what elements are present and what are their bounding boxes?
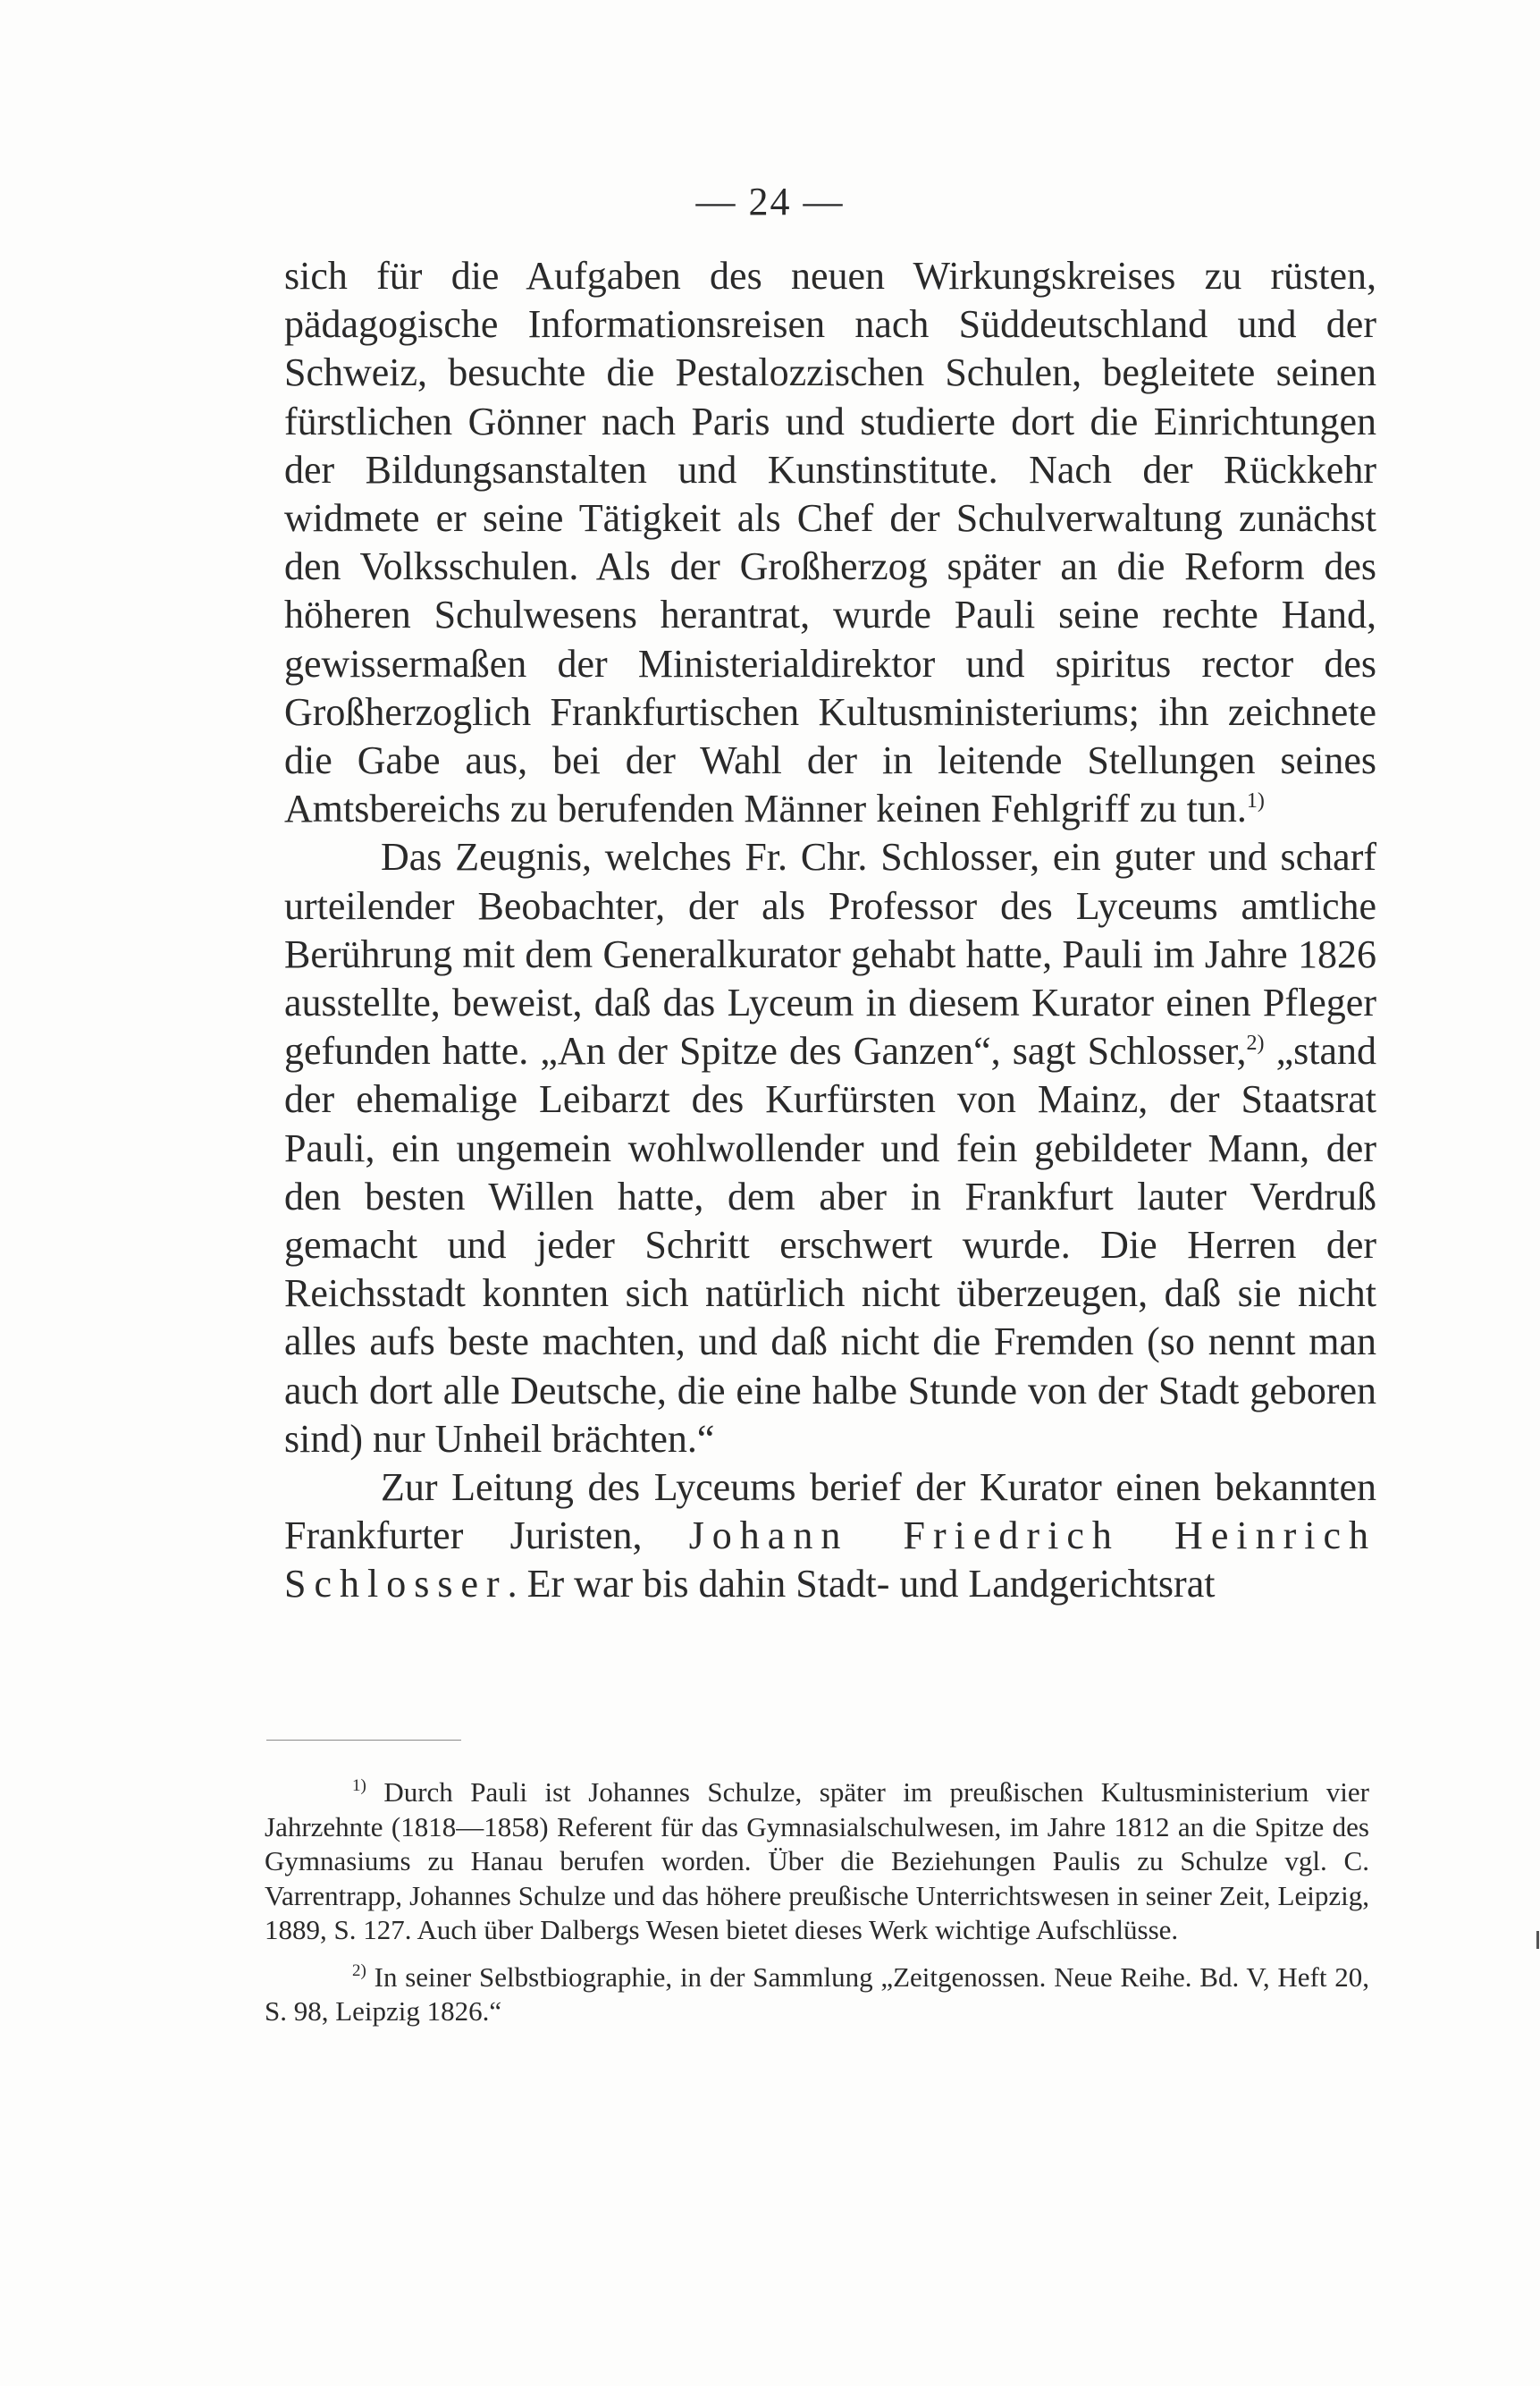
footnote-2-marker: 2) (352, 1960, 366, 1980)
paragraph-3-text-before: Zur Leitung des Lyceums berief der Kurator einen bekannten Frankfurter Juristen, (284, 1465, 1376, 1558)
paragraph-1-text: sich für die Aufgaben des neuen Wirkungskreises zu rüsten, pädagogische Informationsreisen nach Süddeutschland und der Schweiz, besuchte die Pestalozzischen Schulen, begleitete seinen fürstlichen Gönner nach Paris und studierte dort die Einrichtungen der Bildungsanstalten und Kunstinstitute. Nach der Rückkehr widmete er seine Tätigkeit als Chef der Schulverwaltung zunächst den Volksschulen. Als der Großherzog später an die Reform des höheren Schulwesens herantrat, wurde Pauli seine rechte Hand, gewissermaßen der Ministerialdirektor und spiritus rector des Großherzoglich Frankfurtischen Kultusministeriums; ihn zeichnete die Gabe aus, bei der Wahl der in leitende Stellungen seines Amtsbereichs zu berufenden Männer keinen Fehlgriff zu tun. (284, 254, 1376, 831)
scan-edge-mark (1536, 1931, 1539, 1949)
footnote-1-marker: 1) (352, 1776, 366, 1795)
footnote-1 (265, 1775, 1369, 1948)
paragraph-1 (284, 252, 1376, 833)
footnote-2-text: In seiner Selbstbiographie, in der Sammlung „Zeitgenossen. Neue Reihe. Bd. V, Heft 20, S. 98, Leipzig 1826.“ (265, 1960, 1369, 2027)
paragraph-2-text-after: „stand der ehemalige Leibarzt des Kurfürsten von Mainz, der Staatsrat Pauli, ein ungemein wohlwollender und fein gebildeter Mann, der den besten Willen hatte, dem aber in Frankfurt lauter Verdruß gemacht und jeder Schritt erschwert wurde. Die Herren der Reichsstadt konnten sich natürlich nicht überzeugen, daß sie nicht alles aufs beste machten, und daß nicht die Fremden (so nennt man auch dort alle Deutsche, die eine halbe Stunde von der Stadt geboren sind) nur Unheil brächten.“ (284, 1029, 1377, 1461)
footnote-divider (266, 1740, 461, 1741)
paragraph-3-text-after: . Er war bis dahin Stadt- und Landgerichtsrat (507, 1562, 1216, 1606)
paragraph-2-text-before: Das Zeugnis, welches Fr. Chr. Schlosser, ein guter und scharf urteilender Beobachter, der als Professor des Lyceums amtliche Berührung mit dem Generalkurator gehabt hatte, Pauli im Jahre 1826 ausstellte, beweist, daß das Lyceum in diesem Kurator einen Pfleger gefunden hatte. „An der Spitze des Ganzen“, sagt Schlosser, (284, 835, 1376, 1074)
paragraph-2 (284, 833, 1376, 1463)
footnote-2 (265, 1960, 1369, 2029)
main-text (284, 252, 1376, 1609)
page-number: — 24 — (695, 180, 845, 223)
footnote-1-text: Durch Pauli ist Johannes Schulze, später im preußischen Kultusministerium vier Jahrzehnte (1818—1858) Referent für das Gymnasialschulwesen, im Jahre 1812 an die Spitze des Gymnasiums zu Hanau berufen worden. Über die Beziehungen Paulis zu Schulze vgl. C. Varrentrapp, Johannes Schulze und das höhere preußische Unterrichtswesen in seiner Zeit, Leipzig, 1889, S. 127. Auch über Dalbergs Wesen bietet dieses Werk wichtige Aufschlüsse. (265, 1776, 1369, 1945)
person-name-spaced: Johann Friedrich Heinrich Schlosser (284, 1513, 1376, 1606)
footnote-ref-1: 1) (1246, 789, 1265, 814)
footnote-ref-2: 2) (1246, 1032, 1265, 1056)
paragraph-3 (284, 1463, 1376, 1609)
footnotes (265, 1775, 1369, 2029)
